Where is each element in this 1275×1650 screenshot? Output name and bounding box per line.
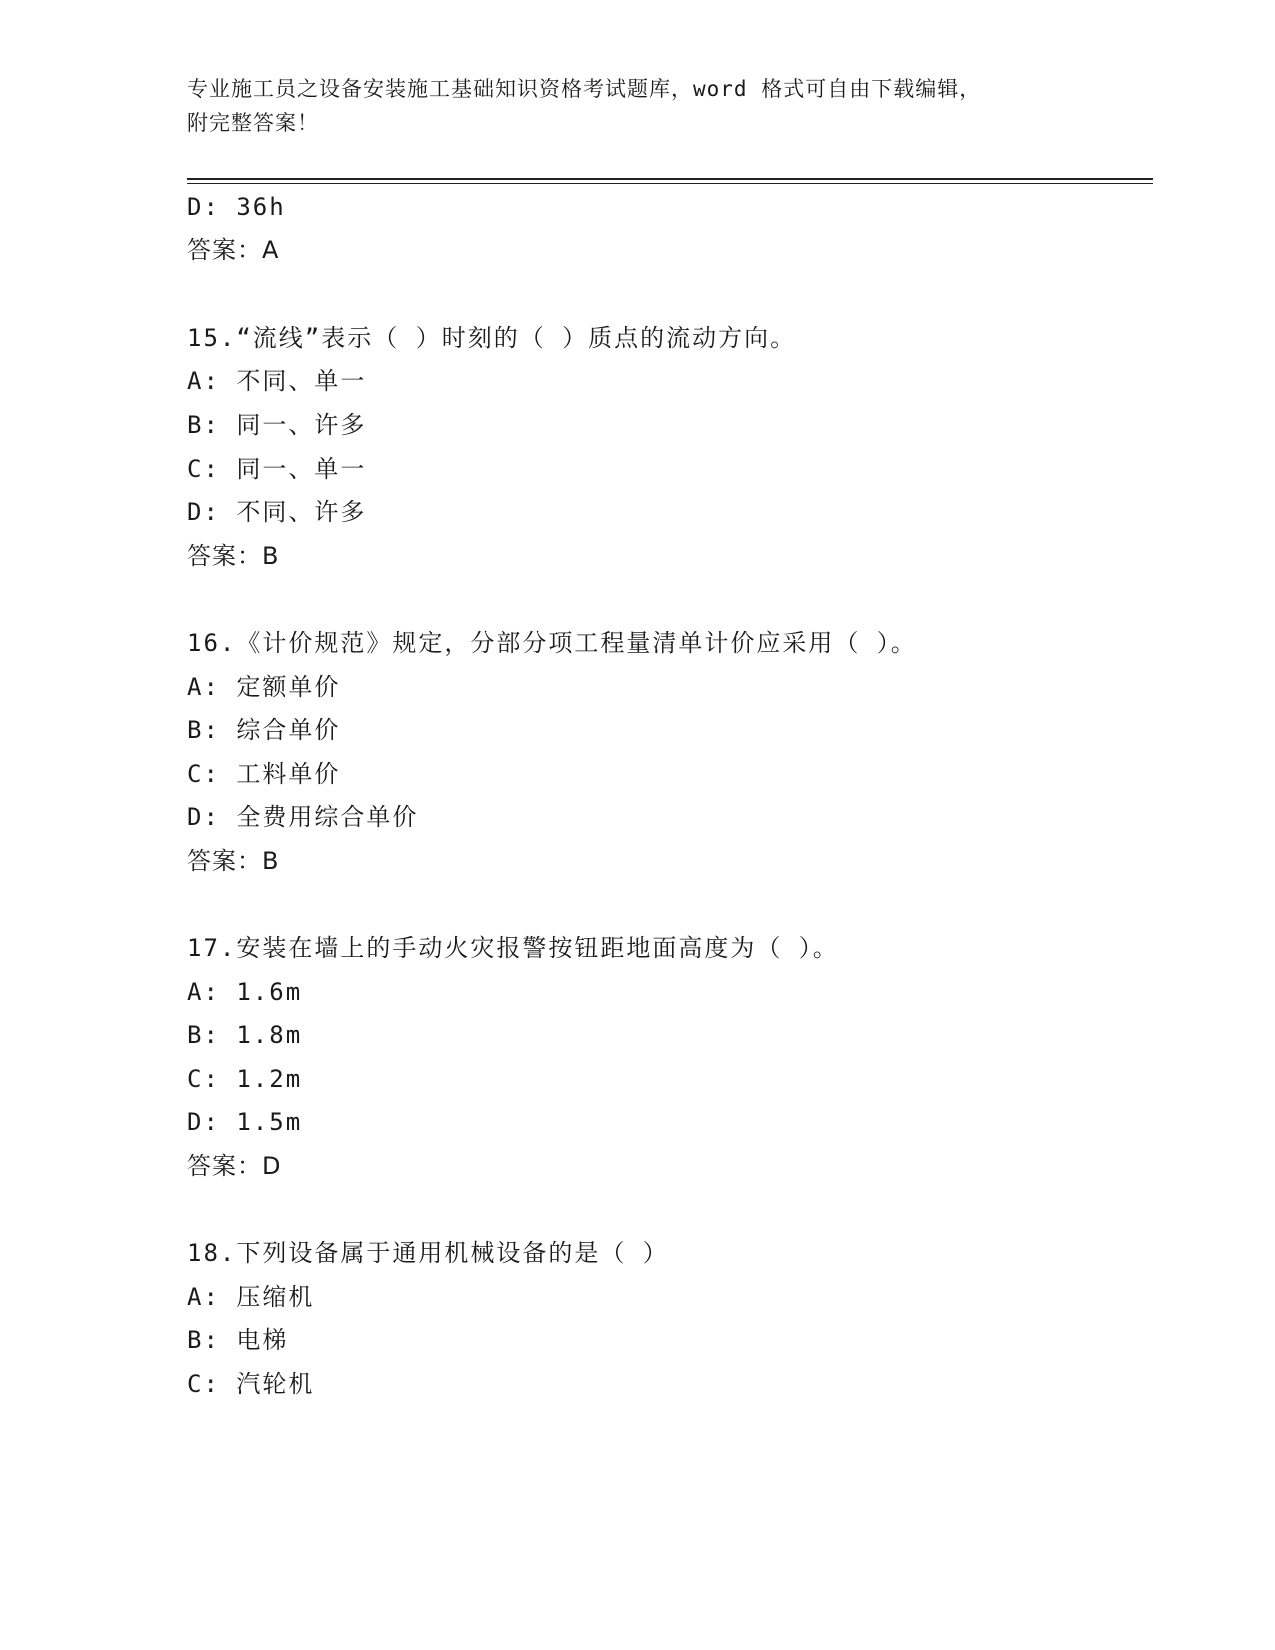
question-15-option-a: A: 不同、单一 bbox=[187, 367, 367, 395]
question-17-option-b: B: 1.8m bbox=[187, 1021, 303, 1049]
question-16-option-a: A: 定额单价 bbox=[187, 673, 341, 701]
header-divider-thin bbox=[187, 183, 1153, 184]
header-line-1: 专业施工员之设备安装施工基础知识资格考试题库，word 格式可自由下载编辑， bbox=[187, 77, 982, 101]
question-15-option-b: B: 同一、许多 bbox=[187, 411, 367, 439]
question-17-answer: 答案：D bbox=[187, 1152, 282, 1180]
question-17-option-d: D: 1.5m bbox=[187, 1108, 303, 1136]
question-15-stem: 15.“流线”表示（ ）时刻的（ ）质点的流动方向。 bbox=[187, 324, 797, 352]
question-18-option-b: B: 电梯 bbox=[187, 1326, 289, 1354]
question-17-stem: 17.安装在墙上的手动火灾报警按钮距地面高度为（ ）。 bbox=[187, 934, 839, 962]
question-17-option-a: A: 1.6m bbox=[187, 978, 303, 1006]
question-18-option-a: A: 压缩机 bbox=[187, 1283, 315, 1311]
question-16-stem: 16.《计价规范》规定，分部分项工程量清单计价应采用（ ）。 bbox=[187, 629, 917, 657]
question-16-answer: 答案：B bbox=[187, 847, 280, 875]
prev-option-d: D: 36h bbox=[187, 193, 286, 221]
question-16-option-c: C: 工料单价 bbox=[187, 760, 341, 788]
header-line-2: 附完整答案！ bbox=[187, 111, 319, 135]
question-15-option-d: D: 不同、许多 bbox=[187, 498, 367, 526]
document-header bbox=[187, 72, 1067, 140]
prev-answer: 答案：A bbox=[187, 236, 280, 264]
header-divider-thick bbox=[187, 178, 1153, 180]
question-17-option-c: C: 1.2m bbox=[187, 1065, 303, 1093]
question-15-option-c: C: 同一、单一 bbox=[187, 455, 367, 483]
question-15-answer: 答案：B bbox=[187, 542, 280, 570]
question-18-option-c: C: 汽轮机 bbox=[187, 1370, 315, 1398]
question-16-option-b: B: 综合单价 bbox=[187, 716, 341, 744]
question-18-stem: 18.下列设备属于通用机械设备的是（ ） bbox=[187, 1239, 669, 1267]
question-16-option-d: D: 全费用综合单价 bbox=[187, 803, 419, 831]
